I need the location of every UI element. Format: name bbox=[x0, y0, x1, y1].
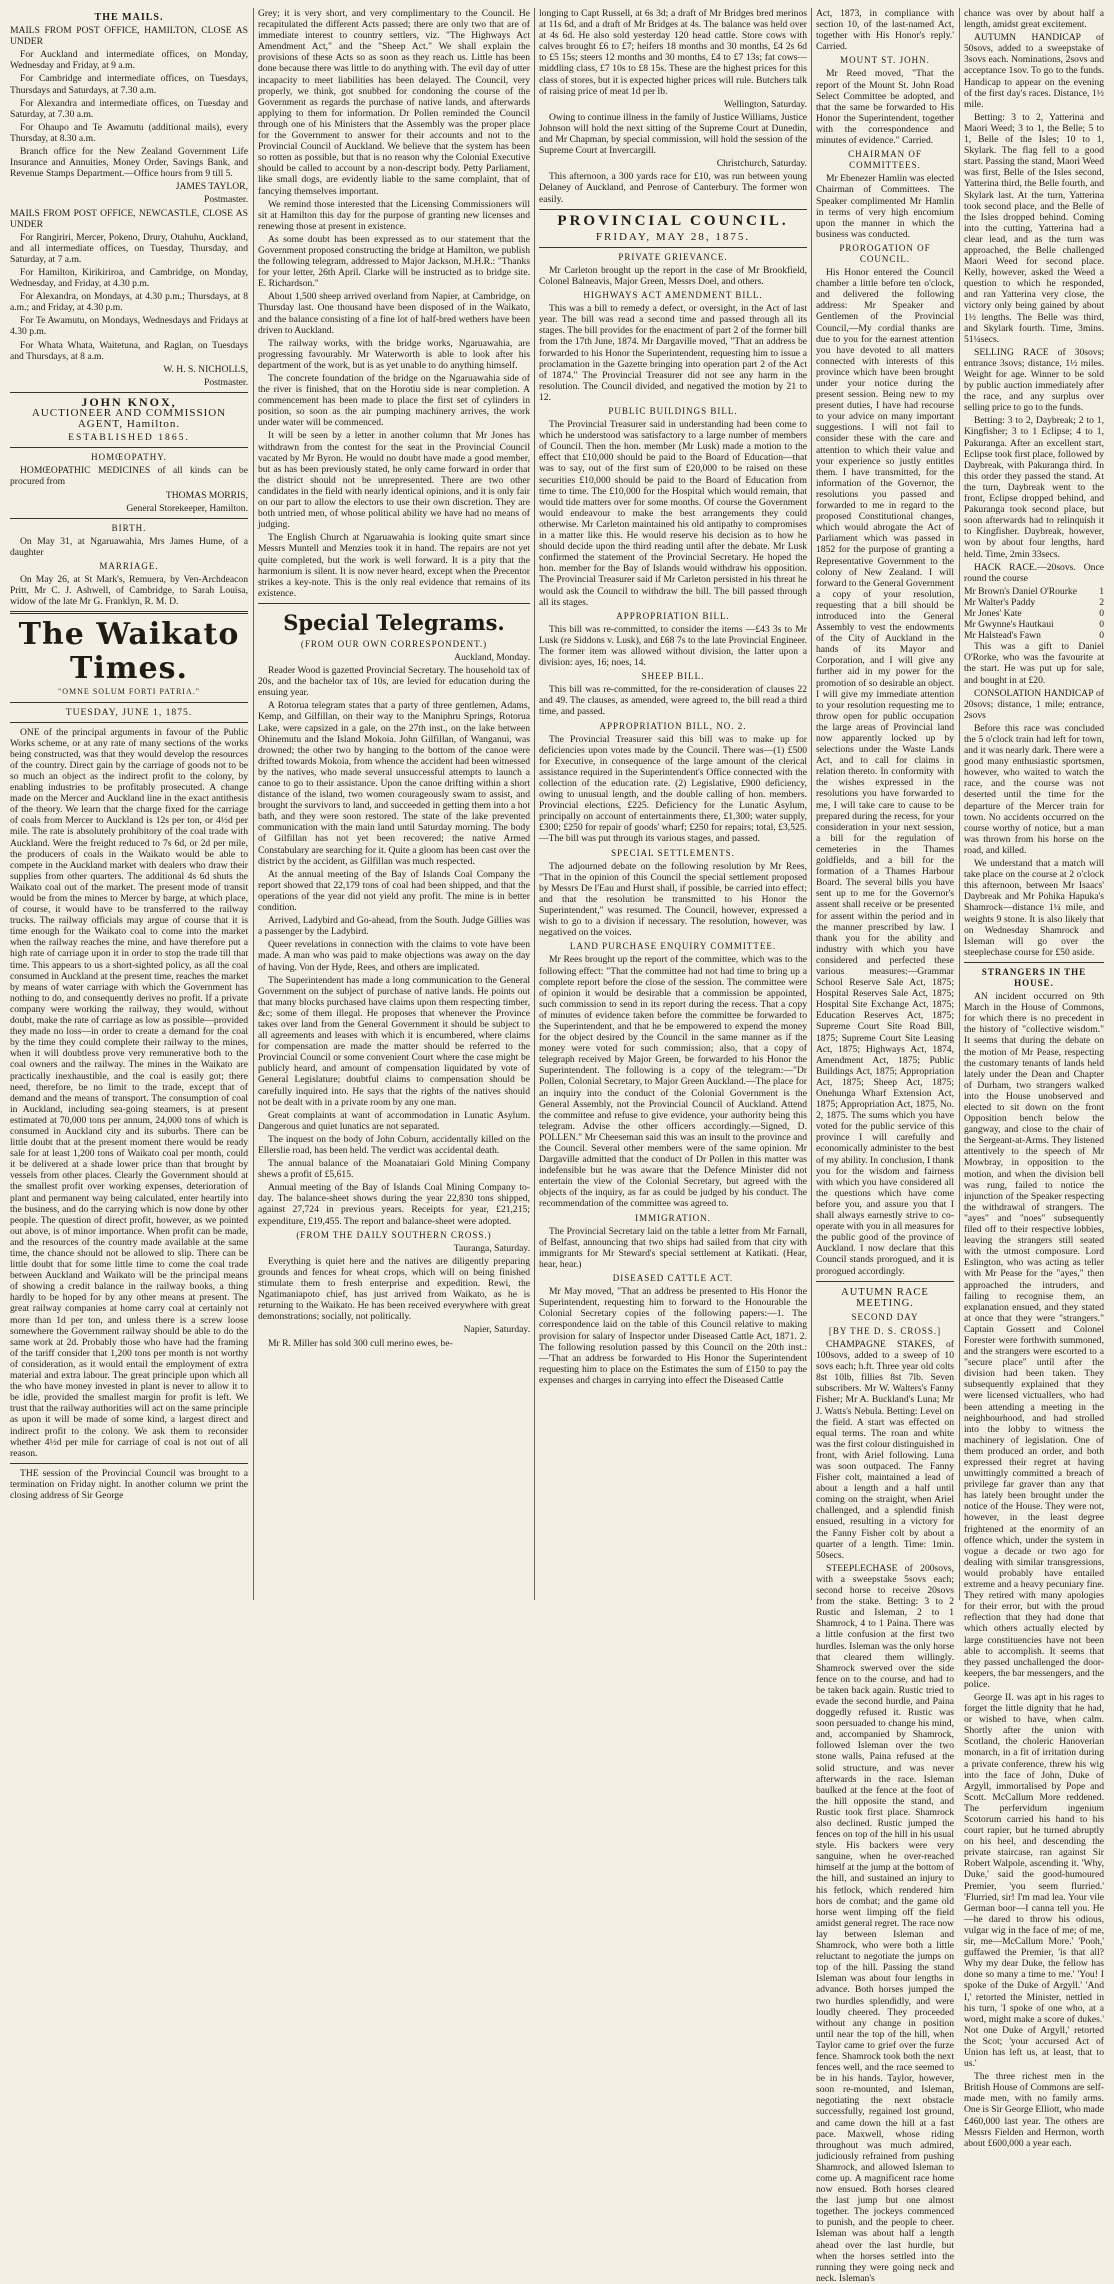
ad-morris-role: General Storekeeper, Hamilton. bbox=[126, 502, 248, 514]
column-rule bbox=[959, 8, 960, 1600]
section-text: The Provincial Treasurer said in understanding had been come to which he understood was satisfactory to a large number of members of Council. Then the hon. member (Mr Lusk) made a motion to the effect that £10,000 should be paid to the Board of Education—that was to say, out of the first sum of £20,000 to be raised on these securities £10,000 should be paid to the Board of Education from time to time. The £10,000 for the Hospital which would remain, that would tide matters over for some months. Of course the Government would endeavour to make the best arrangements they could otherwise. Mr Carleton maintained his old antipathy to compromises in a matter like this. He would reserve his decision as to how he should decide upon the third reading until after the debate. Mr Lusk confirmed the statement of the Provincial Secretary. He hoped the hon. member for the Bay of Islands would withdraw his opposition. The Provincial Treasurer said if Mr Carleton persisted in his threat he would ask the Council to withdraw the bill. The bill passed through all its stages. bbox=[539, 419, 807, 608]
section-text: The Provincial Secretary laid on the table a letter from Mr Farnall, of Belfast, announcing that two ships had sailed from that city with immigrants for Mr Steward's special settlement at Katikati. (Hear, hear, hear.) bbox=[539, 1225, 807, 1270]
editorial-7: It will be seen by a letter in another column that Mr Jones has withdrawn from the contest for the seat in the Provincial Council vacated by Mr Byron. He would no doubt have made a good member, but as has been previously stated, he only came forward in order that the district should not be unrepresented. There are two other candidates in the field with nearly identical opinions, and it is only fair on our part to allow the electors to use their own discretion. They are both untried men, of whose political ability we have had no means of judging. bbox=[258, 430, 530, 531]
divider bbox=[816, 1281, 954, 1282]
chairman-text: Mr Ebenezer Hamlin was elected Chairman of Committees. The Speaker complimented Mr Hamlin in terms of very high encomium upon the manner in which the business was conducted. bbox=[816, 173, 954, 240]
divider bbox=[10, 518, 248, 519]
editorial-4: About 1,500 sheep arrived overland from Napier, at Cambridge, on Thursday last. One thousand have been disposed of in the Waikato, and the balance consisting of a fine lot of half-bred wethers have been driven to Auckland. bbox=[258, 291, 530, 336]
section-text: This bill was re-committed, for the re-consideration of clauses 22 and 49. The clauses, as amended, were agreed to, the bill read a third time, and passed. bbox=[539, 684, 807, 718]
george-ii-text: George II. was apt in his rages to forget the little dignity that he had, or wished to have, when calm. Shortly after the union with Scotland, the choleric Hanoverian monarch, in a fit of irritation during a private conference, threw his wig into the face of John, Duke of Argyll, immortalised by Pope and Scott. McCallum More reddened. The perfervidum ingenium Scotorum carried his hand to his court rapier, but he turned abruptly on his heel, and descending the private staircase, ran against Sir Robert Walpole, ascending it. 'Why, Duke,' said the good-humoured Premier, 'you seem flurried.' 'Flurried, sir! I'm mad lea. Your vile German boor—I canna tell you. He—he dared to throw his odious, vulgar wig in the face of me; of me, sir, me—McCallum More.' 'Pooh,' guffawed the Premier, 'is that all? Why my dear Duke, the fellow has done so many a time to me.' 'You! I spoke of the Duke of Argyll.' 'And I,' retorted the Minister, nettled in his turn, 'I spoke of one who, at a word, might make a score of dukes.' Not one Duke of Argyll,' retorted the Scot; 'your accursed Act of Union has left us, at least, that to us.' bbox=[964, 1691, 1104, 2070]
hack-race: HACK RACE.—20sovs. Once round the course bbox=[964, 561, 1104, 584]
strangers-heading: STRANGERS IN THE HOUSE. bbox=[981, 966, 1087, 988]
telegram-6: The Superintendent has made a long communication to the General Government on the subject of purchase of native lands. He points out that many blocks purchased have claims upon them respecting timber, &c; some of them illegal. He proposes that whenever the Province takes over land from the General Government it should be subject to all agreements and leases with which it is encumbered, where claims for compensation are made the matter should be referred to the Provincial Council or some convenient Court where the case might be publicly heard, and amount of compensation liquidated by vote of General Legislature; doubtful claims to compensation should be carefully inquired into. He says that the rights of the natives should not be dealt with in a private room by any one man. bbox=[258, 974, 530, 1108]
tauranga-source: (FROM THE DAILY SOUTHERN CROSS.) bbox=[296, 1229, 492, 1240]
section-title: PRIVATE GRIEVANCE. bbox=[618, 251, 728, 262]
section-text: Mr Rees brought up the report of the committee, which was to the following effect: "That the committee had not had time to bring up a complete report before the close of the session. The committee were of opinion it would be desirable that a commission be appointed, such commission to send in its report during the recess. That a copy of minutes of evidence taken before the committee be forwarded to the Superintendent, and that he be empowered to expend the money for the object desired by the Council in the same manner as if the money were voted for such commission; also, that a copy of telegraph received by Major Green, be forwarded to his Honor the Superintendent. The following is a copy of the telegram:—"Dr Pollen, Colonial Secretary, to Major Green Auckland.—The place for an inquiry into the conduct of the Colonial Government is the General Assembly, not the Provincial Council of Auckland. Attend the committee and refuse to give evidence, your authority being this telegram. Advise the other officers accordingly.—Signed, D. POLLEN." Mr Cheeseman said this was an insult to the province and the Council. Several other members were of the same opinion. Mr Dargaville admitted that the conduct of Dr Pollen in this matter was indefensible but he was aware that the Defence Minister did not entertain the view of the Colonial Secretary, but agreed with the objects of the inquiry, as far as could be judged by his conduct. The recommendation of the committee was agreed to. bbox=[539, 954, 807, 1210]
match-note: We understand that a match will take place on the course at 2 o'clock this afternoon, between Mr Isaacs' Daybreak and Mr Pohika Hapuka's Shamrock—distance 1¼ mile, and weights 9 stone. It is also likely that on Wednesday Shamrock and Isleman will go over the steeplechase course for £50 aside. bbox=[964, 858, 1104, 958]
telegram-2: A Rotorua telegram states that a party of three gentlemen, Adams, Kemp, and Gilfillan, on their way to the Maniphru Springs, Rotorua Lake, were capsized in a gale, on the 27th inst., on the lake between Ohinemutu and the Island Mokoia. John Gilfillan, of Wanganui, was drowned; the other two by hanging to the bottom of the canoe were drifted towards Mokoia, from whence the accident had been witnessed by the natives, who made several unsuccessful attempts to launch a canoe to go to their assistance. Upon the canoe drifting within a short distance of the island, two women courageously swam to assist, and brought the survivors to land, and succeeded in getting them into a hot bath, and they were soon restored. The state of the lake prevented communication with the main land until Saturday morning. The body of Gilfillan has not yet been recovered; the native Armed Constabulary are searching for it. Quite a gloom has been cast over the district by the accident, as Gilfillan was much respected. bbox=[258, 700, 530, 867]
editorial-1: Grey; it is very short, and very complimentary to the Council. He recapitulated the different Acts passed; there are only two that are of immediate interest to country settlers, viz. "The Highways Act Amendment Act," and the "Sheep Act." We shall explain the provisions of these Acts so as soon as they reach us. Little has been done because there was little to do anything with. The evil day of utter incapacity to meet liabilities has been delayed. The Council, very properly, we think, got snubbed for condoning the course of the Government as regards the purchase of native lands, and afterwards applying to them for information. Dr Pollen reminded the Council through one of his Ministers that the Assembly was the proper place for the Government to answer for their accounts and not to the Provincial Council of Auckland. We believe that the system has been so rotten as possible, but that is no reason why the Colonial Executive should be called to account by a non-descript body. Petty Parliament, like small dogs, are evidently liable to the same complaint, that of fancying themselves important. bbox=[258, 8, 530, 197]
divider bbox=[964, 962, 1104, 963]
hack-race-result: This was a gift to Daniel O'Rorke, who was the favourite at the start. He was put up for sale, and bought in at £20. bbox=[964, 641, 1104, 686]
table-row: Mr Walter's Paddy 2 bbox=[964, 596, 1104, 608]
leader-council-note: THE session of the Provincial Council was brought to a termination on Friday night. In another column we print the closing address of Sir George bbox=[10, 1467, 248, 1501]
postmaster-1-role: Postmaster. bbox=[204, 194, 248, 206]
telegram-napier: Mr R. Miller has sold 300 cull merino ewes, be- bbox=[268, 1337, 453, 1349]
autumn-handicap-result: Betting: 3 to 2, Yatterina and Maori Weed; 3 to 1, the Belle; 5 to 1, Belle of the Isles; 10 to 1, Skylark. The flag fell to a good start. Passing the stand, Maori Weed was first, Belle of the Isles second, Yatterina third, the Belle fourth, and Skylark last. At the turn, Yatterina took second place, and the Belle of the Isles dropped behind. Coming into the cutting, Yatterina had a clear lead, and as the turn was approached, the Belle challenged Maori Weed for second place. Kelly, however, asked the Weed a question to which he responded, and ran Yatterina very close, the victory only being gained by about 1½ lengths. The Belle was third, and Skylark fourth. Time, 3mins. 51¼secs. bbox=[964, 111, 1104, 345]
strangers-text: AN incident occurred on 9th March in the House of Commons, for which there is no precedent in the history of "collective wisdom." It seems that during the debate on the motion of Mr Pease, respecting the customary tenants of lands held lately under the Dean and Chapter of Durham, two strangers walked into the House unobserved and elected to sit down on the front Opposition bench below the gangway, and close to the chair of the Sergeant-at-Arms. They listened attentively to the speech of Mr Mowbray, in opposition to the motion, and when the division bell was rung, failed to notice the injunction of the Speaker respecting the withdrawal of strangers. The "ayes" and "noes" subsequently filed off to their respective lobbies, leaving the strangers still seated with the utmost composure. Lord Eslington, who was acting as teller with Mr Pease for the "ayes," then approached the intruders, and failing to recognise them, an explanation ensued, and they stated at once that they were "strangers." Captain Gossett and Colonel Forester were forthwith summoned, and the strangers were escorted to a "secure place" until after the division had been taken. They subsequently explained that they were licensed victuallers, who had been attending a meeting in the neighbourhood, and had strolled into the lobby to witness the machinery of legislation. One of them produced an order, and both expressed their regret at having unwittingly committed a breach of privilege far graver than any that has lately been brought under the notice of the House. They were not, however, in the least degree frightened at the enormity of an offence which, under the system in vogue a decade or two ago for dealing with similar transgressions, would probably have entailed extreme and a heavy pecuniary fine. They retired with many apologies for their error, but with the proud reflection that they had done that which others actually elected by large constituencies have not been able to accomplish. It seems that they passed unchallenged the door-keepers, the bar messengers, and the police. bbox=[964, 991, 1104, 1690]
birth-notice: On May 31, at Ngaruawahia, Mrs James Hume, of a daughter bbox=[10, 535, 248, 558]
telegrams-heading: Special Telegrams. bbox=[283, 609, 505, 635]
masthead-title: The Waikato Times. bbox=[18, 617, 240, 687]
selling-race-result: Betting: 3 to 2, Daybreak; 2 to 1, Kingfisher; 3 to 1 Eclipse; 4 to 1, Pakuranga. After an excellent start, Eclipse took first place, followed by Daybreak, with Pakuranga third. In this order they passed the stand. At the turn, Daybreak went to the front, Eclipse dropped behind, and Pakuranga took second place, but soon afterwards had to relinquish it to Kingfisher. Daybreak, however, won by about four lengths, hard held. Time, 2min 33secs. bbox=[964, 415, 1104, 560]
telegram-7: Great complaints at want of accommodation in Lunatic Asylum. Dangerous and quiet lunatics are not separated. bbox=[258, 1109, 530, 1132]
section-text: This was a bill to remedy a defect, or oversight, in the Act of last year. The bill was read a second time and passed through all its stages. The bill provides for the enactment of part 2 of the former bill from the 17th June, 1874. Mr Dargaville moved, "That an address be forwarded to his Honor the Superintendent, requesting him to issue a proclamation in the Gazette bringing into operation part 2 of the Act of 1874." The Provincial Treasurer did not see any harm in the resolution. The Council divided, and negatived the motion by 21 to 12. bbox=[539, 303, 807, 403]
postmaster-2-name: W. H. S. NICHOLLS, bbox=[163, 363, 248, 375]
telegrams-source: (FROM OUR OWN CORRESPONDENT.) bbox=[300, 638, 488, 649]
dateline-auckland: Auckland, Monday. bbox=[454, 651, 530, 663]
race-day: SECOND DAY bbox=[851, 1311, 919, 1322]
editorial-5: The railway works, with the bridge works, Ngaruawahia, are progressing favourably. Mr Waterworth is able to look after his department of the work, but is as yet unable to do anything himself. bbox=[258, 337, 530, 371]
section-text: The Provincial Treasurer said this bill was to make up for deficiencies upon votes made by the Council. There was—(1) £500 for Executive, in consequence of the large amount of the clerical assistance required in the Superintendent's Office connected with the collection of the education rate. (2) Legislative, £900 deficiency, owing to unusual length, and the double calling of hon. members. Provincial elections, £225. Deficiency for the Lunatic Asylum, principally on account of entertainments there, £1,300; water supply, £300; £250 for repair of goods' wharf; £250 for repairs; total, £3,525.—The bill was put through its various stages, and passed. bbox=[539, 733, 807, 845]
mails-newcastle-5: For Te Awamutu, on Mondays, Wednesdays and Fridays at 4.30 p.m. bbox=[10, 315, 248, 338]
marriage-notice: On May 26, at St Mark's, Remuera, by Ven-Archdeacon Pritt, Mr C. J. Ashwell, of Cambridge, to Sarah Louisa, widow of the late Mr G. Franklyn, R. M. D. bbox=[10, 574, 248, 608]
divider bbox=[10, 392, 248, 393]
table-row: Mr Halstead's Fawn 0 bbox=[964, 630, 1104, 642]
telegram-christchurch: This afternoon, a 300 yards race for £10, was run between young Delaney of Auckland, and Penrose of Canterbury. The former won easily. bbox=[539, 171, 807, 205]
ad-knox-line: AUCTIONEER AND COMMISSION AGENT, Hamilton. bbox=[31, 407, 227, 431]
column-1 bbox=[10, 8, 248, 1600]
divider bbox=[10, 1463, 248, 1464]
section-title: IMMIGRATION. bbox=[635, 1212, 711, 1223]
column-5 bbox=[964, 8, 1104, 2149]
editorial-2: We remind those interested that the Licensing Commissioners will sit at Hamilton this day for the purpose of granting new licenses and renewing those at present in existence. bbox=[258, 198, 530, 232]
editorial-6: The concrete foundation of the bridge on the Ngaruawahia side of the river is finished, that on the Horotiu side is near completion. A commencement has been made to place the first set of cylinders in position, so soon as the air pumping machinery arrives, the work under water will be commenced. bbox=[258, 373, 530, 429]
mails-note: Branch office for the New Zealand Government Life Insurance and Annuities, Money Order, Savings Bank, and Revenue Stamps Department.—Office hours from 9 till 5. bbox=[10, 146, 248, 180]
champagne-stakes: CHAMPAGNE STAKES, of 100sovs, added to a sweep of 10 sovs each; h.ft. Three year old colts 8st 10lb, fillies 8st 7lb. Seven subscribers. Mr W. Walters's Fanny Fisher; Mr A. Buckland's Luna; Mr J. Watts's Nebula. Betting: Level on the field. A start was effected on equal terms. The roan and white was the first colour distinguished in front, with Ariel following. Luna was soon outpaced. The Fanny Fisher colt, maintained a lead of about a length and a half until coming on the straight, when Ariel challenged, and a splendid finish ensued, resulting in a victory for the Fanny Fisher colt by about a quarter of a length. Time: 1min. 50secs. bbox=[816, 1338, 954, 1561]
divider bbox=[10, 447, 248, 448]
column-rule bbox=[811, 8, 812, 1600]
telegram-1: Reader Wood is gazetted Provincial Secretary. The household tax of 20s, and the bachelor tax of 10s, are levied for education during the ensuing year. bbox=[258, 665, 530, 699]
selling-race: SELLING RACE of 30sovs; entrance 3sovs; distance, 1½ miles. Weight for age. Winner to be sold by public auction immediately after the race, and any surplus over selling price to go to the funds. bbox=[964, 346, 1104, 414]
section-text: The adjourned debate on the following resolution by Mr Rees, "That in the opinion of this Council the special settlement proposed by Messrs De l'Eau and Hurst shall, if possible, be carried into effect; and that the resolution be transmitted to his Honor the Superintendent," was resumed. The Council, however, expressed a wish to go to a division if necessary. The resolution, however, was negatived on the voices. bbox=[539, 860, 807, 939]
leader-article: ONE of the principal arguments in favour of the Public Works scheme, or at any rate of many sections of the works being constructed, was that they would develop the resources of the country. Direct gain by the carriage of goods not to be so much an object as the indirect profit to the colony, by enabling industries to be profitably prosecuted. A change made on the Mercer and Auckland line in the exact antithesis of the theory. We learn that the charge fixed for the carriage of coals from Mercer to Auckland is 12s per ton, or 4½d per mile. The rate is absolutely prohibitory of the coal trade with Auckland. Were the freight reduced to 7s 6d, or 2d per mile, the producers of coals in the Waikato would be able to compete in the Auckland market with dealers who draw their supplies from other quarters. The additional 4s 6d shuts the Waikato coal out of the market. The present mode of transit would be from the mines to Mercer by barge, at which place, of course, it would have to be transferred to the railway trucks. The railway officials may argue of course that it is time enough for the Waikato coal to come into the market when the railway reaches the mine, and have therefore put a high rate of carriage upon it in order to stop the trade till that time. This appears to us a short-sighted policy, as all the coal consumed in Auckland at the present time, reaches the market by means of water carriage with which the Government has nothing to do, and consequently derives no profit. If a private company were working the railway, they would, without doubt, make the rate of carriage as low as possible—provided they made no loss—in order to create a demand for the coal by the time they could complete their railway to the mines, when it will doubtless prove very remunerative both to the coal owners and the railway. The mines in the Waikato are practically inexhaustible, and the coal is easily got; there need, therefore, be no limit to the trade, except that of demand and the means of transport. The consumption of coal in Auckland, including sea-going steamers, is at present estimated at 70,000 tons per annum, 24,000 tons of which is consumed in Auckland city and its suburbs. There can be little doubt that at the present moment there would be ready sale for at least 1,200 tons of Waikato coal per month, could it be delivered at a shade lower price than that brought by vessels from other places. Clearly the Government should at the smallest profit over working expenses, deterioration of plant and permanent way being calculated, enter heartily into the business, and do the carrying which is now done by other people. The question of direct profit, however, as we pointed out above, is of minor importance. When profit can be made, and the resources of the country made available at the same time, the chance should not be allowed to slip. There can be little doubt that for some little time to come the coal trade between Auckland and Waikato will be the principal means of showing a credit balance in the railway books, a thing hardly to be hoped for by any other means at present. The great railway companies at home carry coal at certainly not more than 1d per ton, and unless there is a screw loose somewhere the Government railway should be able to do the same work at 2d. Probably those who have had the framing of the tariff consider that 1,200 tons per month is not worthy of consideration, as it would entail the employment of extra material and extra labour. The great principle upon which all the who have money invested in plant is never to allow it to be idle, provided the smallest margin for profit is left. We trust that the railway authorities will act on the same principle as upon it will be made of some kind, a largest direct and indirect profit to the colony. We ask them to reconsider whether 4½d per mile for carriage of coal is not out of all reason. bbox=[10, 726, 248, 1459]
postmaster-1-name: JAMES TAYLOR, bbox=[175, 181, 248, 193]
mails-heading: THE MAILS. bbox=[94, 12, 164, 23]
section-title: APPROPRIATION BILL, NO. 2. bbox=[599, 720, 747, 731]
divider bbox=[539, 247, 807, 248]
mails-newcastle-4: For Alexandra, on Mondays, at 4.30 p.m.; Thursdays, at 8 a.m.; and Friday, at 4.30 p.m. bbox=[10, 291, 248, 314]
ad-knox-name: JOHN KNOX, bbox=[81, 394, 177, 409]
prorogation-text: His Honor entered the Council chamber a little before ten o'clock, and delivered the following address: Mr Speaker and Gentlemen of the Provincial Council,—My cordial thanks are due to you for the earnest attention you have devoted to all matters connected with interests of this province which have been brought under your notice during the present session. Being new to my present duties, I have had recourse to your advice on many important suggestions. I will not fail to consider these with the care and attention to which their value and your experience so justly entitles them. I have transmitted, for the information of the Governor, the resolutions you passed and forwarded to me in regard to the proposed Constitutional changes, which would abrogate the Act of Parliament which was passed in 1852 for the purpose of granting a Representative Government to the colony of New Zealand. I will forward to the General Government a copy of your resolution, requesting that a bill should be introduced into the General Assembly to vest the endowments of the City of Auckland in the hands of its Mayor and Corporation, and I will give any further aid in my power for the promotion of so desirable an object. I will give my immediate attention to your resolution requesting me to throw open for public occupation the large areas of Provincial land now apparently locked up by selections under the Waste Lands Act, and to call for claims in relation thereto. In conformity with the wishes expressed in the resolutions you have forwarded to me, I will take care to cause to be prepared during the recess, for your consideration in your next session, a bill for the regulation of cemeteries in the Thames goldfields, and a bill for the formation of a Thames Harbour Board. The several bills you have sent up to me for the Governor's assent shall receive or be presented for assent within the period and in the manner prescribed by law. I thank you for the ability and industry with which you have considered and perfected these various measures:—Grammar School Reserve Sale Act, 1875; Hospital Reserves Sale Act, 1875; Hospital Site Exchange Act, 1875; Education Reserves Act, 1875; Supreme Court Site Road Bill, 1875; Supreme Court Site Leasing Act, 1875; Highways Act, 1874, Amendment Act, 1875; Public Buildings Act, 1875; Appropriation Act, 1875; Sheep Act, 1875; Onehunga Wharf Extension Act, 1875; Appropriation Act, 1875, No. 2, 1875. The sums which you have voted for the public service of this province I will carefully and economically administer to the best of my ability. In conclusion, I thank you for the wisdom and fairness with which you have considered all the questions which have come before you, and assure you that I shall always earnestly strive to co-operate with you in all measures for the public good of the province of Auckland. I now declare that this Council stands prorogued, and it is prorogued accordingly. bbox=[816, 267, 955, 1277]
section-title: APPROPRIATION BILL. bbox=[616, 610, 730, 621]
steeplechase-continued: chance was over by about half a length, amidst great excitement. bbox=[964, 8, 1104, 31]
telegram-10: Annual meeting of the Bay of Islands Coal Mining Company to-day. The balance-sheet shows during the year 22,830 tons shipped, against 27,724 in previous years. Receipts for year, £21,215; expenditure, £19,455. The report and balance-sheet were adopted. bbox=[258, 1182, 530, 1227]
dateline-napier: Napier, Saturday. bbox=[463, 1324, 530, 1336]
postmaster-2-role: Postmaster. bbox=[204, 376, 248, 388]
issue-date: TUESDAY, JUNE 1, 1875. bbox=[65, 706, 193, 718]
mails-hamilton-2: For Auckland and intermediate offices, on Monday, Wednesday and Friday, at 9 a.m. bbox=[10, 49, 248, 72]
mails-hamilton-5: For Ohaupo and Te Awamutu (additional mails), every Thursday, at 8.30 a.m. bbox=[10, 121, 248, 144]
steeplechase: STEEPLECHASE of 200sovs, with a sweepstake 5sovs each; second horse to receive 20sovs from the stake. Betting: 3 to 2 Rustic and Isleman, 2 to 1 Shamrock, 4 to 1 Paina. There was a little confusion at the first two hurdles. Isleman was the only horse that cleared them willingly. Shamrock swerved over the side fence on to the course, and had to be taken back again. Rustic tried to evade the second hurdle, and Paina doggedly refused it. Rustic was soon persuaded to change his mind, and, accompanied by Shamrock, followed Isleman over the two stone walls, Paina refused at the solid structure, and was never afterwards in the race. Isleman baulked at the fence at the foot of the hill opposite the stand, and Rustic took first place. Shamrock also declined. Rustic jumped the fences on top of the hill in his usual style. His backers were very sanguine, when he over-reached himself at the jump at the bottom of the hill, and sustained an injury to his fetlock, which rendered him hors de combat; and the game old horse went limping off the field amidst general regret. The race now lay between Isleman and Shamrock, who were both a little reluctant to negotiate the jumps on top of the hill. Passing the stand Isleman was about four lengths in advance. Both horses jumped the two hurdles splendidly, and were loudly cheered. They proceeded without any change in position until near the top of the hill, when Taylor came to grief over the furze fence. Shamrock took both the next fences well, and the race seemed to be in his hands. Taylor, however, soon re-mounted, and Isleman, negotiating the next obstacle successfully, regained lost ground, and came down the hill at a fast pace. Maxwell, whose riding throughout was much admired, judiciously refrained from pushing Shamrock, and allowed Isleman to come up. A magnificent race home now ensued. Both horses cleared the last jump but one almost together. The jockeys commenced to punish, and the people to cheer. Isleman was about half a length ahead over the last hurdle, but when the horses settled into the running they were going neck and neck. Isleman's bbox=[816, 1562, 954, 2284]
section-text: Mr Carleton brought up the report in the case of Mr Brookfield, Colonel Balneavis, Major Green, Messrs Doel, and others. bbox=[539, 264, 807, 287]
council-heading: PROVINCIAL COUNCIL. bbox=[557, 212, 789, 229]
column-3 bbox=[539, 8, 807, 1600]
dateline-wellington: Wellington, Saturday. bbox=[723, 98, 807, 110]
mails-newcastle-6: For Whata Whata, Waitetuna, and Raglan, on Tuesdays and Thursdays, at 8 a.m. bbox=[10, 339, 248, 362]
telegram-5: Queer revelations in connection with the claims to vote have been made. A man who was paid to make objections was away on the day of having. Von der Hyde, Rees, and others are implicated. bbox=[258, 939, 530, 973]
ad-homoeopathy-line: HOMŒOPATHIC MEDICINES of all kinds can be procured from bbox=[10, 465, 248, 488]
column-4 bbox=[816, 8, 955, 2284]
council-continued: Act, 1873, in compliance with section 10, of the last-named Act, together with His Honor's reply.' Carried. bbox=[816, 8, 954, 53]
race-meeting-heading: AUTUMN RACE MEETING. bbox=[841, 1286, 929, 1309]
richest-men-text: The three richest men in the British House of Commons are self-made men, with no family arms. One is Sir George Elliott, who made £460,000 last year. The others are Messrs Fielden and Hermon, worth about £600,000 a year each. bbox=[964, 2071, 1104, 2149]
mails-hamilton-4: For Alexandra and intermediate offices, on Tuesday and Saturday, at 7.30 a.m. bbox=[10, 97, 248, 120]
mails-hamilton-3: For Cambridge and intermediate offices, on Tuesdays, Thursdays and Saturdays, at 7.30 a.m. bbox=[10, 73, 248, 96]
section-text: This bill was re-committed, to consider the items —£43 3s to Mr Lusk (re Siddons v. Lusk), and £68 7s to the late Provincial Engineer. The former item was allowed without division, the latter upon a division: ayes, 16; noes, 14. bbox=[539, 623, 807, 669]
table-row: Mr Gwynne's Hautkaui 0 bbox=[964, 619, 1104, 631]
section-text: Mr May moved, "That an address be presented to His Honor the Superintendent, requesting him to forward to the Honourable the Colonial Secretary copies of the following papers:—1. The correspondence laid on the table of this Council relative to making provision for salary of Inspector under Diseased Cattle Act, 1871. 2. The following resolution passed by this Council on the 20th inst.:—'That an address be forwarded to His Honor the Superintendent requesting him to place on the Estimates the sum of £150 to pay the expenses and charges in carrying into effect the Diseased Cattle bbox=[539, 1286, 807, 1386]
consolation-result: Before this race was concluded the 5 o'clock train had left for town, and it was nearly dark. There were a good many enthusiastic sportsmen, however, who waited to watch the race, and the course was not deserted until the time for the departure of the Mercer train for town. No accidents occurred on the course worthy of notice, but a man was thrown from his horse on the road, and killed. bbox=[964, 722, 1104, 856]
telegram-3: At the annual meeting of the Bay of Islands Coal Company the report showed that 22,179 tons of coal had been shipped, and that the operations of the year did not yield any profit. The mine is in better condition. bbox=[258, 868, 530, 914]
masthead-motto: "OMNE SOLUM FORTI PATRIA." bbox=[58, 687, 200, 697]
section-title: SPECIAL SETTLEMENTS. bbox=[611, 847, 735, 858]
autumn-handicap: AUTUMN HANDICAP of 50sovs, added to a sweepstake of 3sovs each. Nominations, 2sovs and acceptance 1sov. To go to the funds. Handicap to appear on the evening of the first day's races. Distance, 1½ mile. bbox=[964, 32, 1104, 110]
divider bbox=[10, 702, 248, 703]
section-title: PUBLIC BUILDINGS BILL. bbox=[608, 406, 738, 416]
telegram-4: Arrived, Ladybird and Go-ahead, from the South. Judge Gillies was a passenger by the Ladybird. bbox=[258, 915, 530, 938]
birth-heading: BIRTH. bbox=[111, 522, 147, 533]
mails-newcastle-2: For Rangiriri, Mercer, Pokeno, Drury, Otahuhu, Auckland, and all intermediate offices, on Tuesday, Thursday, and Saturday, at 7 a.m. bbox=[10, 231, 248, 265]
ad-knox-established: ESTABLISHED 1865. bbox=[68, 432, 190, 444]
section-title: SHEEP BILL. bbox=[641, 671, 705, 682]
table-row: Mr Brown's Daniel O'Rourke 1 bbox=[964, 585, 1104, 597]
newspaper-page bbox=[10, 8, 1104, 2284]
dateline-christchurch: Christchurch, Saturday. bbox=[716, 158, 807, 170]
consolation-handicap: CONSOLATION HANDICAP of 20sovs; distance, 1 mile; entrance, 2sovs bbox=[964, 687, 1104, 721]
divider bbox=[10, 722, 248, 723]
divider bbox=[10, 611, 248, 614]
mails-newcastle-1: MAILS FROM POST OFFICE, NEWCASTLE, CLOSE AS UNDER bbox=[10, 207, 248, 230]
editorial-8: The English Church at Ngaruawahia is looking quite smart since Messrs Muntell and Menzies took it in hand. The repairs are not yet quite completed, but the work is well forward. It is a pity that the harmonium is silent. It is now never heard, except when the Precentor strikes a key-note. This is the only real evidence that remains of its existence. bbox=[258, 532, 530, 599]
ad-morris-name: THOMAS MORRIS, bbox=[165, 489, 248, 501]
dateline-tauranga: Tauranga, Saturday. bbox=[453, 1242, 530, 1254]
chairman-heading: CHAIRMAN OF COMMITTEES. bbox=[848, 149, 922, 171]
prorogation-heading: PROROGATION OF COUNCIL. bbox=[839, 242, 931, 264]
race-source: [BY THE D. S. CROSS.] bbox=[828, 1325, 942, 1336]
section-title: HIGHWAYS ACT AMENDMENT BILL. bbox=[583, 290, 763, 301]
telegram-tauranga: Everything is quiet here and the natives are diligently preparing grounds and fences for wheat crops, which will on being finished stimulate them to fresh enterprise and expedition. Rewi, the Ngatimaniapoto chief, has just arrived from Waikato, as he is returning to the Waikato. He has been received everywhere with great demonstrations; socially, not politically. bbox=[258, 1255, 530, 1323]
mails-newcastle-3: For Hamilton, Kirikiriroa, and Cambridge, on Monday, Wednesday, and Friday, at 4.30 p.m. bbox=[10, 266, 248, 290]
council-date: FRIDAY, MAY 28, 1875. bbox=[595, 230, 751, 243]
telegram-wellington: Owing to continue illness in the family of Justice Williams, Justice Johnson will hold the next sitting of the Supreme Court at Dunedin, and Mr Chapman, by special commission, will hold the session of the Supreme Court at Invercargill. bbox=[539, 111, 807, 157]
mount-st-john-heading: MOUNT ST. JOHN. bbox=[840, 55, 930, 66]
divider bbox=[539, 209, 807, 210]
column-rule bbox=[534, 8, 535, 1600]
divider bbox=[258, 603, 530, 604]
column-rule bbox=[253, 8, 254, 1600]
telegram-8: The inquest on the body of John Coburn, accidentally killed on the Ellerslie road, has been held. The verdict was accidental death. bbox=[258, 1133, 530, 1156]
marriage-heading: MARRIAGE. bbox=[99, 561, 159, 572]
ad-homoeopathy-heading: HOMŒOPATHY. bbox=[91, 452, 167, 463]
mount-st-john-text: Mr Reed moved, "That the report of the Mount St. John Road Select Committee be adopted, and that the same be forwarded to His Honor the Superintendent, together with the correspondence and minutes of evidence." Carried. bbox=[816, 68, 954, 147]
telegram-9: The annual balance of the Moanataiari Gold Mining Company shews a profit of £5,615. bbox=[258, 1158, 530, 1181]
editorial-3: As some doubt has been expressed as to our statement that the Government proposed constructing the bridge at Hamilton, we publish the following telegram, addressed to Major Jackson, M.H.R.: "Thanks for your letter, 26th April. Clarke will be instructed as to bridge site. E. Richardson." bbox=[258, 233, 530, 290]
mails-hamilton-1: MAILS FROM POST OFFICE, HAMILTON, CLOSE AS UNDER bbox=[10, 25, 248, 48]
column-2 bbox=[258, 8, 530, 1600]
section-title: LAND PURCHASE ENQUIRY COMMITTEE. bbox=[569, 941, 777, 952]
section-title: DISEASED CATTLE ACT. bbox=[612, 1273, 734, 1284]
table-row: Mr Jones' Kate 0 bbox=[964, 607, 1104, 619]
napier-continued: longing to Capt Russell, at 6s 3d; a draft of Mr Bridges bred merinos at 11s 6d, and a draft of Mr Bridges at 4s. The balance was held over at 4s 6d. He also sold yesterday 120 head cattle. Store cows with calves brought £6 to £7; heifers 18 months and 30 months, £4 2s 6d to £5 15s; steers 12 months and 30 months, £4 to £7 13s; fat cows—middling class, £7 10s to £8 15s. These are the highest prices for this class of stores, but it is expected higher prices will rule. Butchers talk of raising price of meat 1d per lb. bbox=[539, 8, 807, 97]
